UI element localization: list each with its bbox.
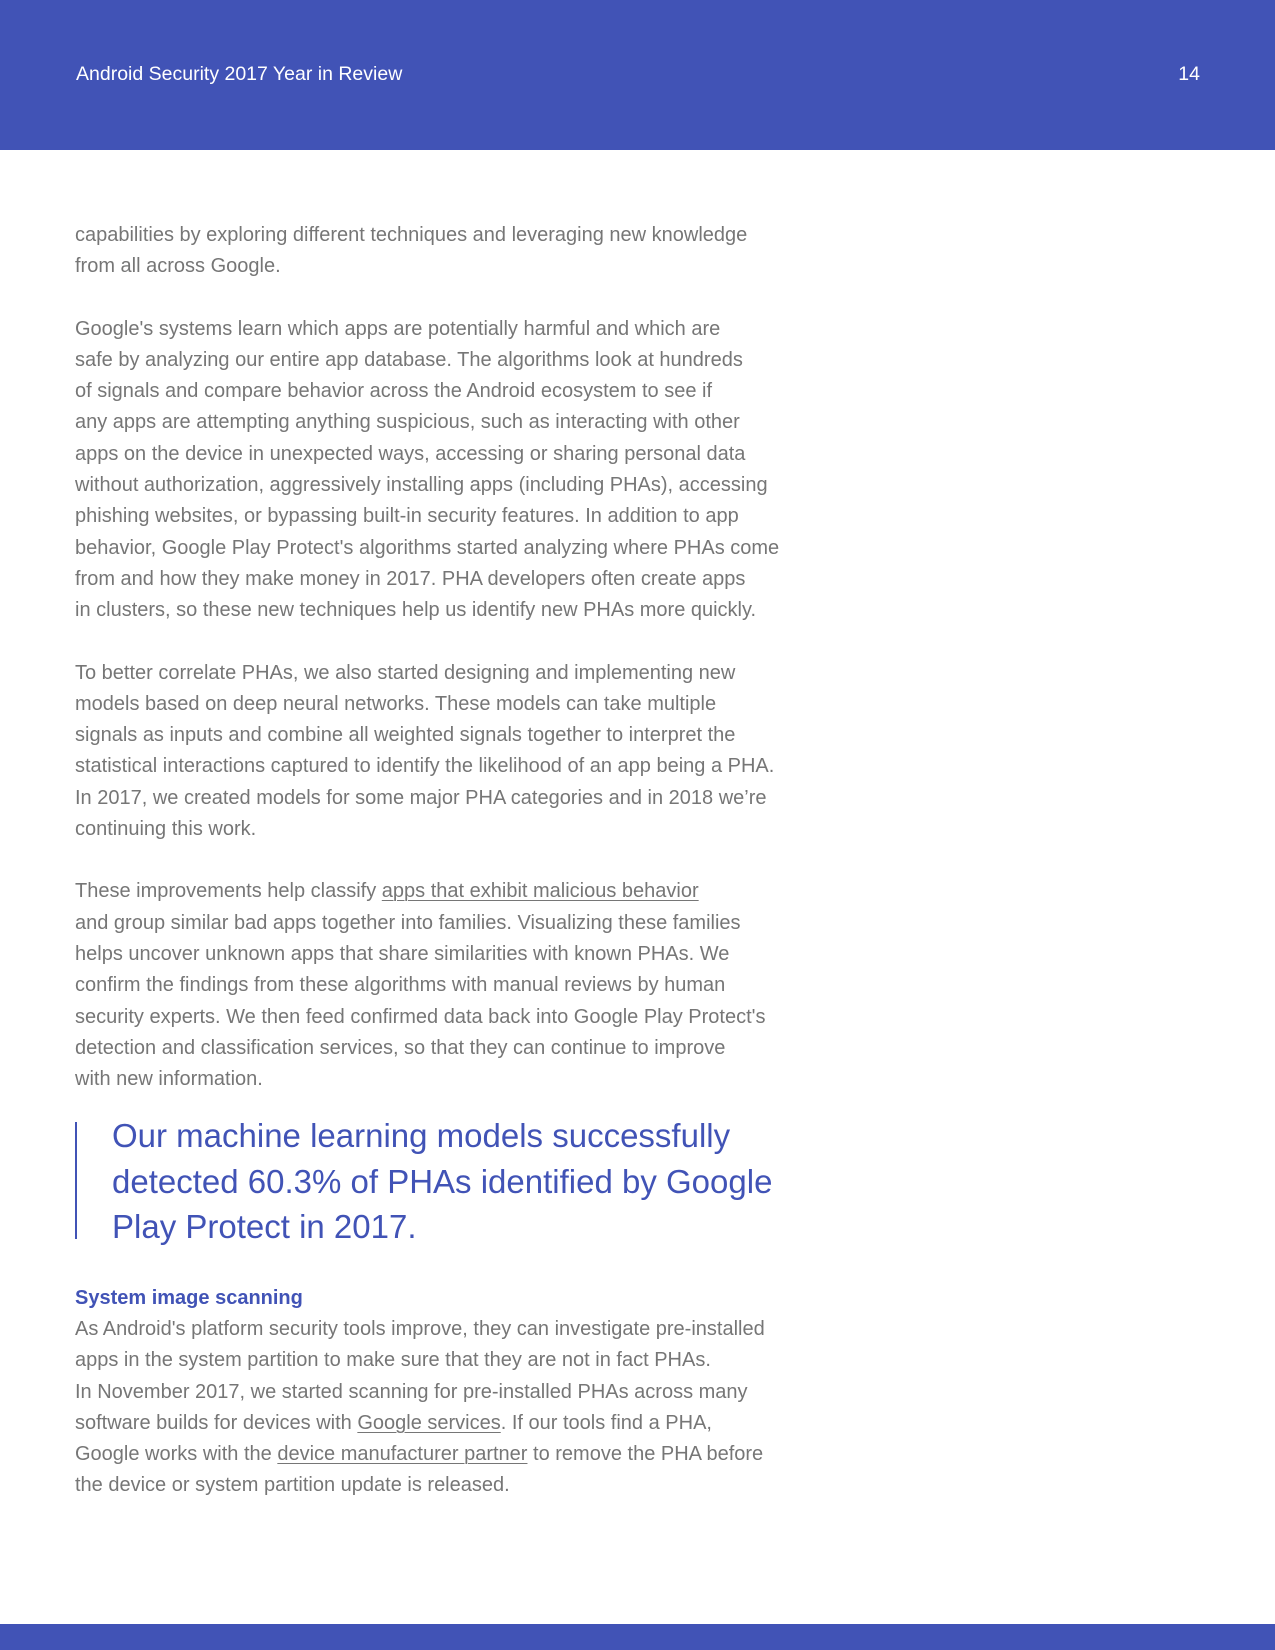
text-segment: Google works with the [75, 1443, 278, 1466]
text-line: and group similar bad apps together into families. Visualizing these families [75, 911, 741, 934]
section-heading: System image scanning [75, 1286, 303, 1309]
text-line: continuing this work. [75, 818, 257, 841]
text-line: To better correlate PHAs, we also started designing and implementing new [75, 661, 736, 684]
text-line: detection and classification services, so that they can continue to improve [75, 1036, 726, 1059]
device-manufacturer-partner-link[interactable]: device manufacturer partner [277, 1443, 528, 1466]
text-line: safe by analyzing our entire app database. The algorithms look at hundreds [75, 348, 743, 371]
text-line: Our machine learning models successfully [112, 1117, 731, 1155]
text-segment: software builds for devices with [75, 1411, 358, 1434]
text-line: Play Protect in 2017. [112, 1208, 417, 1246]
malicious-behavior-link[interactable]: apps that exhibit malicious behavior [381, 880, 699, 903]
pull-quote-bar [75, 1122, 77, 1239]
text-line: phishing websites, or bypassing built-in security features. In addition to app [75, 505, 739, 528]
paragraph-1 [75, 220, 835, 283]
text-line: apps in the system partition to make sure that they are not in fact PHAs. [75, 1349, 711, 1372]
text-line: with new information. [75, 1068, 263, 1091]
text-line: any apps are attempting anything suspicious, such as interacting with other [75, 411, 740, 434]
page-number: 14 [1178, 63, 1200, 85]
page-footer-bar [0, 1624, 1275, 1650]
text-line: signals as inputs and combine all weighted signals together to interpret the [75, 724, 736, 747]
text-line: detected 60.3% of PHAs identified by Google [112, 1162, 773, 1200]
pull-quote-text [112, 1113, 812, 1250]
text-line: from and how they make money in 2017. PHA developers often create apps [75, 567, 746, 590]
text-line: confirm the findings from these algorithms with manual reviews by human [75, 974, 726, 997]
text-line: In 2017, we created models for some major PHA categories and in 2018 we’re [75, 786, 767, 809]
text-line: of signals and compare behavior across the Android ecosystem to see if [75, 380, 713, 403]
page-header [0, 0, 1275, 150]
text-line: helps uncover unknown apps that share similarities with known PHAs. We [75, 942, 730, 965]
text-line: statistical interactions captured to identify the likelihood of an app being a PHA. [75, 755, 775, 778]
text-segment: These improvements help classify [75, 880, 382, 903]
text-line: As Android's platform security tools improve, they can investigate pre-installed [75, 1317, 765, 1340]
text-line: behavior, Google Play Protect's algorithms started analyzing where PHAs come [75, 536, 780, 559]
text-line: models based on deep neural networks. These models can take multiple [75, 692, 717, 715]
text-line: from all across Google. [75, 255, 281, 278]
text-line: capabilities by exploring different techniques and leveraging new knowledge [75, 224, 748, 246]
text-line [75, 1439, 835, 1470]
main-content [75, 220, 835, 1533]
text-line: apps on the device in unexpected ways, accessing or sharing personal data [75, 442, 746, 465]
paragraph-3 [75, 658, 835, 846]
pull-quote [75, 1113, 812, 1250]
text-segment: to remove the PHA before [527, 1443, 764, 1466]
text-line [75, 1408, 835, 1439]
text-line [75, 876, 835, 907]
google-services-link[interactable]: Google services [357, 1411, 501, 1434]
text-line: security experts. We then feed confirmed data back into Google Play Protect's [75, 1005, 766, 1028]
text-line: without authorization, aggressively installing apps (including PHAs), accessing [75, 474, 768, 497]
paragraph-4 [75, 876, 835, 1095]
paragraph-2 [75, 314, 835, 627]
text-line: the device or system partition update is released. [75, 1474, 510, 1497]
text-line: In November 2017, we started scanning for pre-installed PHAs across many [75, 1380, 748, 1403]
text-line: Google's systems learn which apps are potentially harmful and which are [75, 317, 721, 340]
text-line: in clusters, so these new techniques help us identify new PHAs more quickly. [75, 599, 757, 622]
section-paragraph [75, 1314, 835, 1502]
document-title: Android Security 2017 Year in Review [76, 63, 403, 85]
text-segment: . If our tools find a PHA, [500, 1411, 712, 1434]
